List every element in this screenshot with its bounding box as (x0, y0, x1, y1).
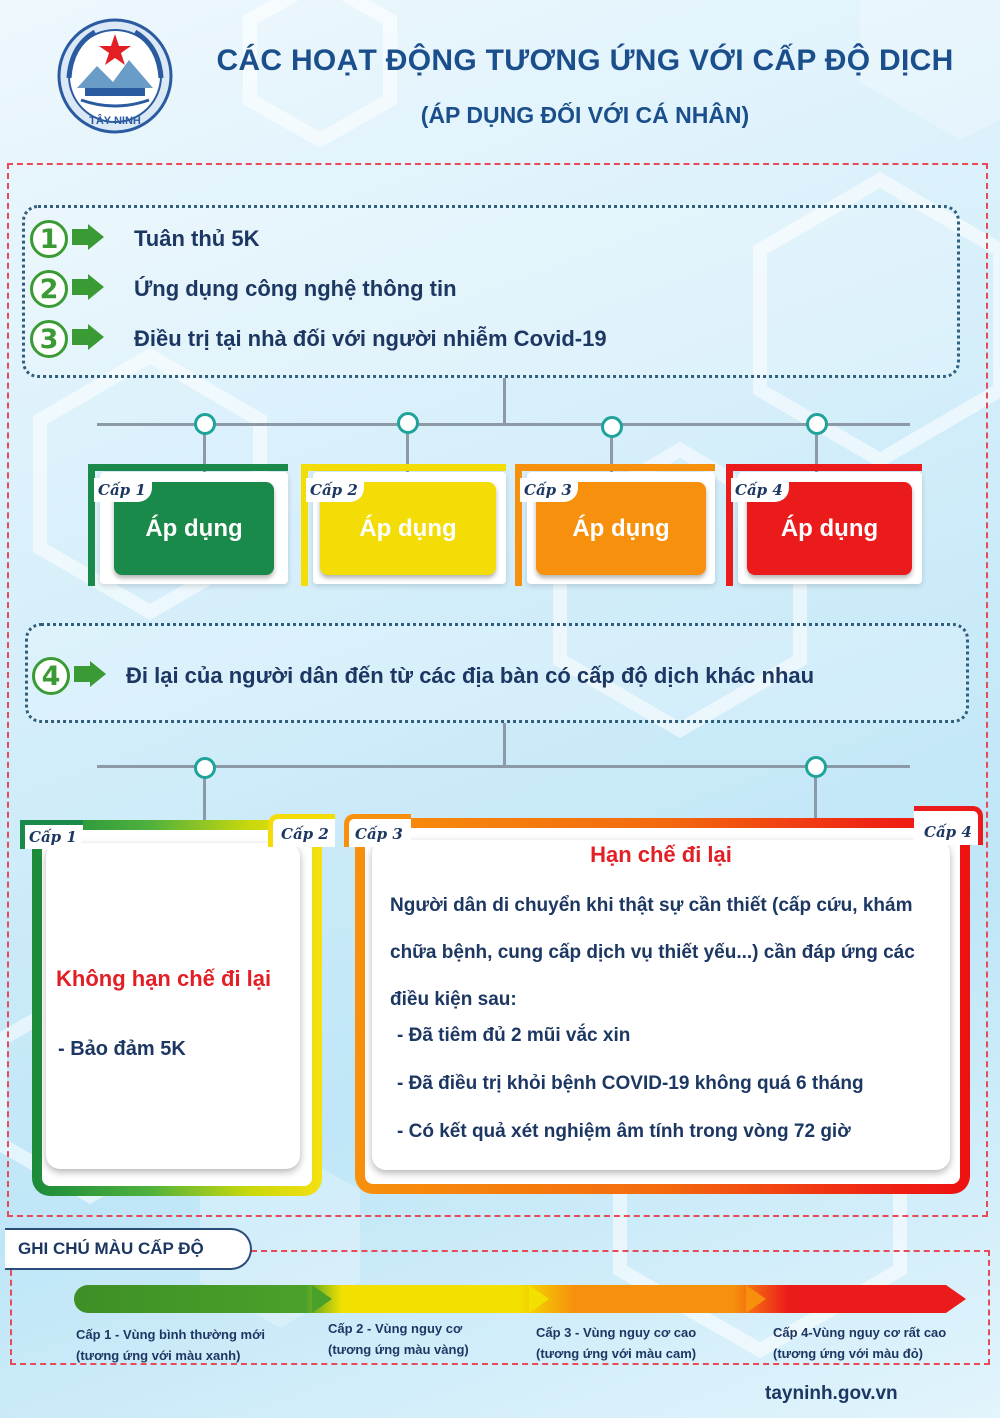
level-tag: Cấp 2 (268, 814, 335, 847)
connector-line (97, 423, 910, 426)
level-tag: Cấp 1 (20, 820, 83, 849)
connector-line (503, 723, 506, 767)
condition-item: - Có kết quả xét nghiệm âm tính trong vòng 72 giờ (397, 1121, 851, 1142)
legend-line: Cấp 4-Vùng nguy cơ rất cao (773, 1325, 947, 1340)
condition-item: - Đã điều trị khỏi bệnh COVID-19 không quá 6 tháng (397, 1073, 864, 1094)
intro-line: Người dân di chuyển khi thật sự cần thiết (cấp cứu, khám (390, 895, 913, 916)
legend-line: (tương ứng màu vàng) (328, 1342, 469, 1357)
level-card-body: Áp dụng (320, 482, 496, 575)
level-tag: Cấp 3 (344, 814, 411, 847)
level-tag: Cấp 4 (731, 478, 789, 502)
connector-node (194, 413, 216, 435)
green-arrow-icon (72, 324, 104, 355)
connector-line (503, 378, 506, 425)
legend-line: (tương ứng với màu cam) (536, 1346, 697, 1361)
logo-lettering: TÂY NINH (89, 115, 141, 127)
connector-line (97, 765, 910, 768)
number-badge: 4 (32, 657, 70, 695)
intro-line: điều kiện sau: (390, 989, 517, 1010)
number-badge: 2 (30, 270, 68, 308)
level-tag: Cấp 3 (520, 478, 578, 502)
connector-node (805, 756, 827, 778)
legend-color-arrow (74, 1285, 966, 1313)
green-arrow-icon (72, 274, 104, 305)
activity-label: Tuân thủ 5K (134, 226, 260, 251)
number-badge: 1 (30, 220, 68, 258)
activity-item-4 (32, 657, 814, 695)
legend-line: Cấp 1 - Vùng bình thường mới (76, 1327, 265, 1342)
website-link[interactable]: tayninh.gov.vn (765, 1383, 898, 1404)
activity-item-3 (30, 320, 607, 358)
no-restriction-item: - Bảo đảm 5K (58, 1038, 186, 1060)
legend-item-3 (536, 1322, 696, 1364)
number-badge: 3 (30, 320, 68, 358)
condition-item: - Đã tiêm đủ 2 mũi vắc xin (397, 1025, 631, 1046)
no-restriction-panel (46, 843, 300, 1169)
activity-item-1 (30, 220, 259, 258)
legend-line: (tương ứng với màu đỏ) (773, 1346, 923, 1361)
restriction-intro (390, 882, 915, 1023)
legend-line: Cấp 3 - Vùng nguy cơ cao (536, 1325, 697, 1340)
connector-node (194, 757, 216, 779)
page-subtitle: (ÁP DỤNG ĐỐI VỚI CÁ NHÂN) (420, 102, 750, 128)
page-title: CÁC HOẠT ĐỘNG TƯƠNG ỨNG VỚI CẤP ĐỘ DỊCH (216, 44, 954, 77)
connector-node (397, 412, 419, 434)
connector-node (601, 416, 623, 438)
level-tag: Cấp 4 (914, 806, 983, 845)
level-tag: Cấp 1 (94, 478, 152, 502)
restriction-heading: Hạn chế đi lại (590, 842, 732, 867)
legend-item-4 (773, 1322, 946, 1364)
intro-line: chữa bệnh, cung cấp dịch vụ thiết yếu...) cần đáp ứng các (390, 942, 915, 963)
level-card-body: Áp dụng (536, 482, 706, 575)
level-card-body: Áp dụng (114, 482, 274, 575)
legend-line: (tương ứng với màu xanh) (76, 1348, 241, 1363)
legend-title: GHI CHÚ MÀU CẤP ĐỘ (5, 1228, 252, 1270)
green-arrow-icon (74, 661, 106, 692)
restriction-conditions (397, 1012, 864, 1156)
legend-item-1 (76, 1324, 265, 1366)
level-card-body: Áp dụng (747, 482, 912, 575)
legend-line: Cấp 2 - Vùng nguy cơ (328, 1321, 463, 1336)
no-restriction-heading: Không hạn chế đi lại (56, 966, 272, 991)
activity-label: Ứng dụng công nghệ thông tin (134, 276, 457, 301)
activity-label: Điều trị tại nhà đối với người nhiễm Covid-19 (134, 326, 607, 351)
level-tag: Cấp 2 (306, 478, 364, 502)
connector-node (806, 413, 828, 435)
green-arrow-icon (72, 224, 104, 255)
activity-label: Đi lại của người dân đến từ các địa bàn có cấp độ dịch khác nhau (126, 663, 815, 688)
tay-ninh-emblem-logo (55, 16, 175, 136)
activity-item-2 (30, 270, 457, 308)
legend-item-2 (328, 1318, 469, 1360)
